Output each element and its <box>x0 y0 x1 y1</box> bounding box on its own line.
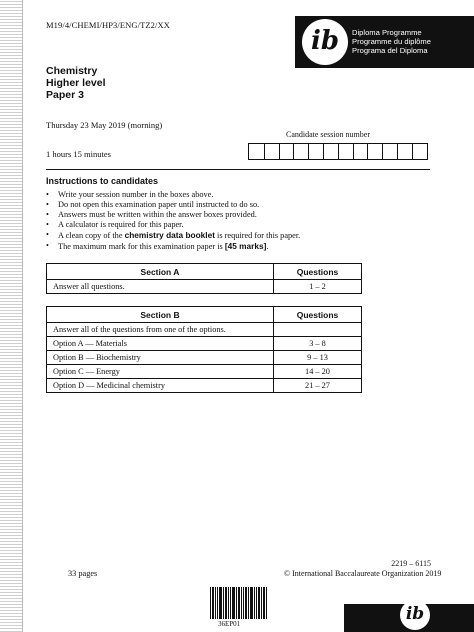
max-marks-emphasis: [45 marks] <box>224 241 267 251</box>
brand-line-fr: Programme du diplôme <box>352 37 431 46</box>
footer-ib-logo-text: ib <box>405 604 425 624</box>
section-a-row-label: Answer all questions. <box>47 280 274 294</box>
option-d-label: Option D — Medicinal chemistry <box>47 379 274 393</box>
option-c-questions: 14 – 20 <box>274 365 362 379</box>
copyright-notice: © International Baccalaureate Organization 2019 <box>284 569 442 578</box>
section-b-table <box>46 306 362 393</box>
session-digit-box[interactable] <box>264 144 279 159</box>
session-number-label: Candidate session number <box>286 130 370 139</box>
section-b-header: Section B <box>47 307 274 323</box>
section-a-questions-header: Questions <box>274 264 362 280</box>
brand-line-es: Programa del Diploma <box>352 46 428 55</box>
footer-code: 2219 – 6115 <box>391 559 431 568</box>
level-title: Higher level <box>46 77 106 89</box>
ib-logo-text: ib <box>310 26 340 56</box>
session-number-boxes[interactable] <box>248 143 428 160</box>
subject-title: Chemistry <box>46 65 98 77</box>
footer-ib-logo <box>400 600 430 630</box>
session-digit-box[interactable] <box>353 144 368 159</box>
option-b-label: Option B — Biochemistry <box>47 351 274 365</box>
section-b-intro: Answer all of the questions from one of the options. <box>47 323 274 337</box>
instruction-item: • A clean copy of the chemistry data booklet is required for this paper. <box>46 230 301 240</box>
barcode-number: 36EP01 <box>218 620 241 628</box>
session-digit-box[interactable] <box>412 144 427 159</box>
option-a-questions: 3 – 8 <box>274 337 362 351</box>
session-digit-box[interactable] <box>338 144 353 159</box>
option-a-label: Option A — Materials <box>47 337 274 351</box>
option-b-questions: 9 – 13 <box>274 351 362 365</box>
session-digit-box[interactable] <box>382 144 397 159</box>
session-digit-box[interactable] <box>279 144 294 159</box>
paper-code: M19/4/CHEMI/HP3/ENG/TZ2/XX <box>46 20 170 30</box>
left-margin-hatch <box>0 0 23 632</box>
instructions-heading: Instructions to candidates <box>46 176 159 186</box>
section-a-row-questions: 1 – 2 <box>274 280 362 294</box>
option-c-label: Option C — Energy <box>47 365 274 379</box>
paper-title: Paper 3 <box>46 89 84 101</box>
barcode-icon <box>210 587 268 619</box>
session-digit-box[interactable] <box>308 144 323 159</box>
exam-duration: 1 hours 15 minutes <box>46 149 111 159</box>
page-count: 33 pages <box>68 569 98 578</box>
instruction-item: • A calculator is required for this paper. <box>46 220 184 229</box>
session-digit-box[interactable] <box>397 144 412 159</box>
ib-logo <box>302 19 348 65</box>
section-a-header: Section A <box>47 264 274 280</box>
session-digit-box[interactable] <box>367 144 382 159</box>
section-a-table <box>46 263 362 294</box>
instruction-item: • Answers must be written within the answer boxes provided. <box>46 210 257 219</box>
instructions-list <box>46 190 406 252</box>
option-d-questions: 21 – 27 <box>274 379 362 393</box>
divider-rule <box>46 169 430 170</box>
data-booklet-emphasis: chemistry data booklet <box>124 230 215 240</box>
brand-line-en: Diploma Programme <box>352 28 422 37</box>
instruction-item: • Write your session number in the boxes above. <box>46 190 214 199</box>
session-digit-box[interactable] <box>323 144 338 159</box>
instruction-item: • The maximum mark for this examination paper is [45 marks]. <box>46 241 269 251</box>
exam-date: Thursday 23 May 2019 (morning) <box>46 120 163 130</box>
section-b-questions-header: Questions <box>274 307 362 323</box>
session-digit-box[interactable] <box>249 144 264 159</box>
instruction-item: • Do not open this examination paper until instructed to do so. <box>46 200 260 209</box>
session-digit-box[interactable] <box>293 144 308 159</box>
